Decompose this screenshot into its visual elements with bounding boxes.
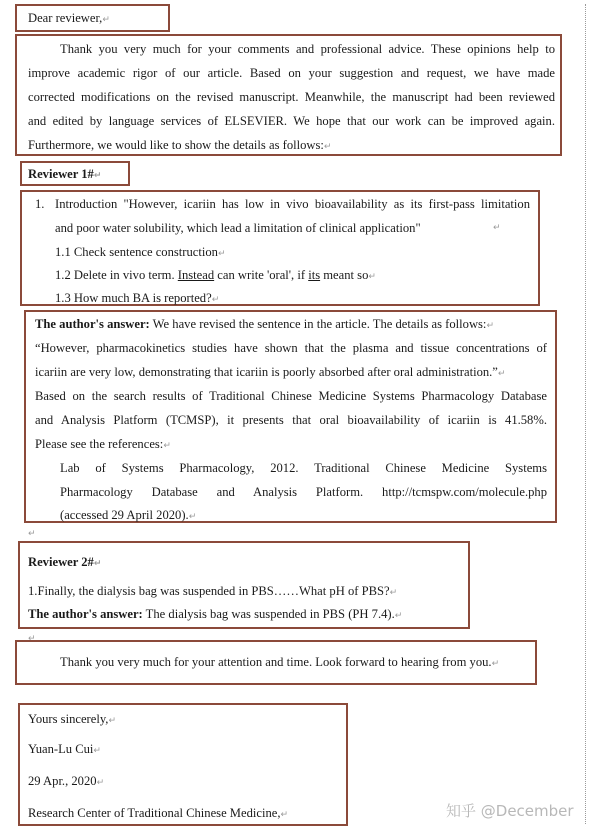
comment-line: and poor water solubility, which lead a limitation of clinical application" — [55, 221, 421, 235]
subcomment-1-1: 1.1 Check sentence construction↵ — [55, 245, 226, 259]
answer1-line: The author's answer: We have revised the sentence in the article. The details as follows:↵ — [35, 317, 494, 331]
greeting-text: Dear reviewer,↵ — [28, 11, 110, 25]
paragraph-mark-icon: ↵ — [486, 321, 494, 331]
paragraph-mark-icon: ↵ — [93, 559, 102, 569]
paragraph-mark-icon: ↵ — [163, 441, 171, 451]
paragraph-mark-icon: ↵ — [394, 611, 403, 621]
paragraph-mark-icon: ↵ — [211, 295, 220, 305]
answer-label: The author's answer: — [35, 317, 150, 331]
intro-line: corrected modifications on the revised manuscript. Meanwhile, the manuscript had been reviewed — [28, 90, 555, 104]
thanks-text: Thank you very much for your attention and time. Look forward to hearing from you.↵ — [60, 655, 500, 669]
reviewer2-heading: Reviewer 2#↵ — [28, 555, 102, 569]
paragraph-mark-icon: ↵ — [491, 659, 500, 669]
answer-label: The author's answer: — [28, 607, 143, 621]
subcomment-1-2: 1.2 Delete in vivo term. Instead can write 'oral', if its meant so↵ — [55, 268, 376, 282]
paragraph-mark-icon: ↵ — [108, 716, 117, 726]
intro-line: Thank you very much for your comments and professional advice. These opinions help to — [60, 42, 555, 56]
watermark: 知乎 @December — [446, 802, 574, 820]
closing-affiliation: Research Center of Traditional Chinese Medicine,↵ — [28, 806, 289, 820]
reviewer1-heading: Reviewer 1#↵ — [28, 167, 102, 181]
answer1-line: “However, pharmacokinetics studies have shown that the plasma and tissue concentrations of — [35, 341, 547, 355]
paragraph-mark-icon: ↵ — [497, 369, 506, 379]
closing-sincerely: Yours sincerely,↵ — [28, 712, 117, 726]
reviewer2-question: 1.Finally, the dialysis bag was suspended in PBS……What pH of PBS?↵ — [28, 584, 398, 598]
subcomment-1-3: 1.3 How much BA is reported?↵ — [55, 291, 220, 305]
item-number: 1. — [35, 197, 45, 211]
closing-name: Yuan-Lu Cui↵ — [28, 742, 101, 756]
answer1-line: Based on the search results of Traditional Chinese Medicine Systems Pharmacology Database — [35, 389, 547, 403]
paragraph-mark-icon: ↵ — [368, 272, 376, 282]
paragraph-mark-icon: ↵ — [188, 512, 197, 522]
paragraph-mark-icon: ↵ — [96, 778, 105, 788]
intro-line: and edited by language services of ELSEVIER. We hope that our work can be improved again. — [28, 114, 555, 128]
reference-line: Lab of Systems Pharmacology, 2012. Traditional Chinese Medicine Systems — [60, 461, 547, 475]
closing-date: 29 Apr., 2020↵ — [28, 774, 105, 788]
comment-line: Introduction "However, icariin has low in vivo bioavailability as its first-pass limitation — [55, 197, 530, 211]
paragraph-mark-icon: ↵ — [102, 15, 110, 25]
paragraph-mark-icon: ↵ — [323, 142, 332, 152]
paragraph-mark-icon: ↵ — [28, 529, 36, 539]
paragraph-mark-icon: ↵ — [389, 588, 398, 598]
paragraph-mark-icon: ↵ — [280, 810, 289, 820]
margin-marker — [584, 4, 586, 824]
intro-line: Furthermore, we would like to show the details as follows:↵ — [28, 138, 332, 152]
answer1-line: Please see the references:↵ — [35, 437, 171, 451]
paragraph-mark-icon: ↵ — [217, 249, 226, 259]
answer1-line: icariin are very low, demonstrating that icariin is poorly absorbed after oral administration.”↵ — [35, 365, 506, 379]
reference-line: Pharmacology Database and Analysis Platform. http://tcmspw.com/molecule.php — [60, 485, 547, 499]
intro-line: improve academic rigor of our article. Based on your suggestion and request, we have made — [28, 66, 555, 80]
paragraph-mark-icon: ↵ — [93, 171, 102, 181]
paragraph-mark-icon: ↵ — [28, 634, 36, 644]
reference-line: (accessed 29 April 2020).↵ — [60, 508, 197, 522]
paragraph-mark-icon: ↵ — [493, 223, 501, 233]
paragraph-mark-icon: ↵ — [93, 746, 101, 756]
answer1-line: and Analysis Platform (TCMSP), it presents that oral bioavailability of icariin is 41.58%. — [35, 413, 547, 427]
reviewer2-answer: The author's answer: The dialysis bag was suspended in PBS (PH 7.4).↵ — [28, 607, 403, 621]
